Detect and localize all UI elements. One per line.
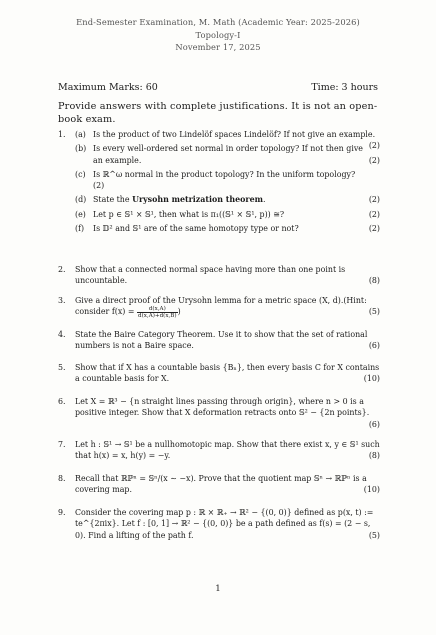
question-text: Consider the covering map p : ℝ × ℝ₊ → ℝ² − {(0, 0)} defined as p(x, t) := te^{2πix}. Let f : [0, 1] → ℝ² − {(0, 0)} be a path defined as f(s) = (2 − s, 0). Find a lifting of the path f. xyxy=(75,508,374,540)
sub-label: (a) xyxy=(75,130,86,139)
instructions: Provide answers with complete justifications. It is not an open-book exam. xyxy=(58,101,378,126)
theorem-name: Urysohn metrization theorem xyxy=(132,195,263,205)
marks: (5) xyxy=(368,307,380,317)
exam-date: November 17, 2025 xyxy=(175,42,261,52)
question-number: 1. xyxy=(58,130,66,139)
max-marks: Maximum Marks: 60 xyxy=(58,82,158,93)
sub-label: (c) xyxy=(75,169,86,179)
question-1d xyxy=(75,194,380,205)
sub-label: (d) xyxy=(75,195,87,205)
question-1f xyxy=(75,223,380,234)
sub-label: (e) xyxy=(75,209,86,219)
question-5 xyxy=(58,362,380,385)
question-text: Show that a connected normal space having more than one point is uncountable. xyxy=(75,265,346,286)
marks: (2) xyxy=(368,141,380,151)
question-3 xyxy=(58,295,380,319)
course-name: Topology-I xyxy=(195,29,241,40)
question-number: 3. xyxy=(58,296,66,305)
question-number: 6. xyxy=(58,397,66,406)
sub-label: (b) xyxy=(75,144,87,154)
marks: (2) xyxy=(368,224,380,234)
question-text: Let p ∈ 𝕊¹ × 𝕊¹, then what is π₁((𝕊¹ × 𝕊¹, p)) ≅? xyxy=(93,209,285,219)
marks: (6) xyxy=(368,341,380,351)
marks: (8) xyxy=(368,276,380,286)
question-text-end: ) xyxy=(177,307,181,317)
question-1e xyxy=(75,209,380,220)
question-text: Show that if X has a countable basis {Bₙ}, then every basis C for X contains a countable basis for X. xyxy=(75,363,380,384)
marks: (6) xyxy=(368,419,380,429)
question-text: Give a direct proof of the Urysohn lemma for a metric space (X, d).(Hint: consider f(x) = xyxy=(75,296,367,317)
marks: (10) xyxy=(363,485,380,495)
question-1c xyxy=(75,169,380,192)
exam-meta xyxy=(58,82,378,93)
question-1a xyxy=(75,129,380,151)
hint-fraction xyxy=(137,306,178,319)
question-text: State the xyxy=(93,195,133,205)
question-text: State the Baire Category Theorem. Use it to show that the set of rational numbers is not a Baire space. xyxy=(75,330,368,351)
question-text-end: . xyxy=(262,195,266,205)
question-text: Is ℝ^ω normal in the product topology? In the uniform topology? xyxy=(93,169,356,179)
marks: (2) xyxy=(368,155,380,165)
page-number: 1 xyxy=(215,584,221,594)
question-number: 2. xyxy=(58,265,66,274)
question-7 xyxy=(58,439,380,462)
exam-header xyxy=(0,16,436,54)
question-9 xyxy=(58,507,380,541)
fraction-denominator: d(x,A)+d(x,B) xyxy=(138,313,177,320)
question-text: Let h : 𝕊¹ → 𝕊¹ be a nullhomotopic map. Show that there exist x, y ∈ 𝕊¹ such that h(x) = x, h(y) = −y. xyxy=(75,440,380,461)
question-2 xyxy=(58,264,380,287)
fraction-numerator: d(x,A) xyxy=(137,306,178,313)
question-6 xyxy=(58,396,380,430)
question-text: Is the product of two Lindelöf spaces Lindelöf? If not give an example. xyxy=(93,130,376,139)
question-4 xyxy=(58,329,380,352)
question-1 xyxy=(58,129,380,234)
question-number: 4. xyxy=(58,330,66,339)
marks: (8) xyxy=(368,451,380,461)
question-number: 5. xyxy=(58,363,66,372)
marks: (2) xyxy=(93,181,105,191)
exam-title: End-Semester Examination, M. Math (Academic Year: 2025-2026) xyxy=(76,17,360,27)
question-1b xyxy=(75,143,380,166)
sub-label: (f) xyxy=(75,224,85,234)
marks: (10) xyxy=(363,374,380,384)
question-text: Let X = ℝ³ − {n straight lines passing through origin}, where n > 0 is a positive integer. Show that X deformation retracts onto 𝕊² − {2n points}. xyxy=(75,397,370,418)
question-number: 8. xyxy=(58,474,66,483)
marks: (5) xyxy=(368,530,380,540)
question-text: Recall that ℝℙⁿ = 𝕊ⁿ/(x ∼ −x). Prove that the quotient map 𝕊ⁿ → ℝℙⁿ is a covering map. xyxy=(75,474,367,495)
question-text: Is 𝔻² and 𝕊¹ are of the same homotopy type or not? xyxy=(93,224,299,234)
marks: (2) xyxy=(368,209,380,219)
question-number: 7. xyxy=(58,440,66,449)
exam-time: Time: 3 hours xyxy=(311,82,378,93)
question-number: 9. xyxy=(58,508,66,517)
question-text: Is every well-ordered set normal in order topology? If not then give an example. xyxy=(93,144,363,165)
marks: (2) xyxy=(368,195,380,205)
question-8 xyxy=(58,473,380,496)
